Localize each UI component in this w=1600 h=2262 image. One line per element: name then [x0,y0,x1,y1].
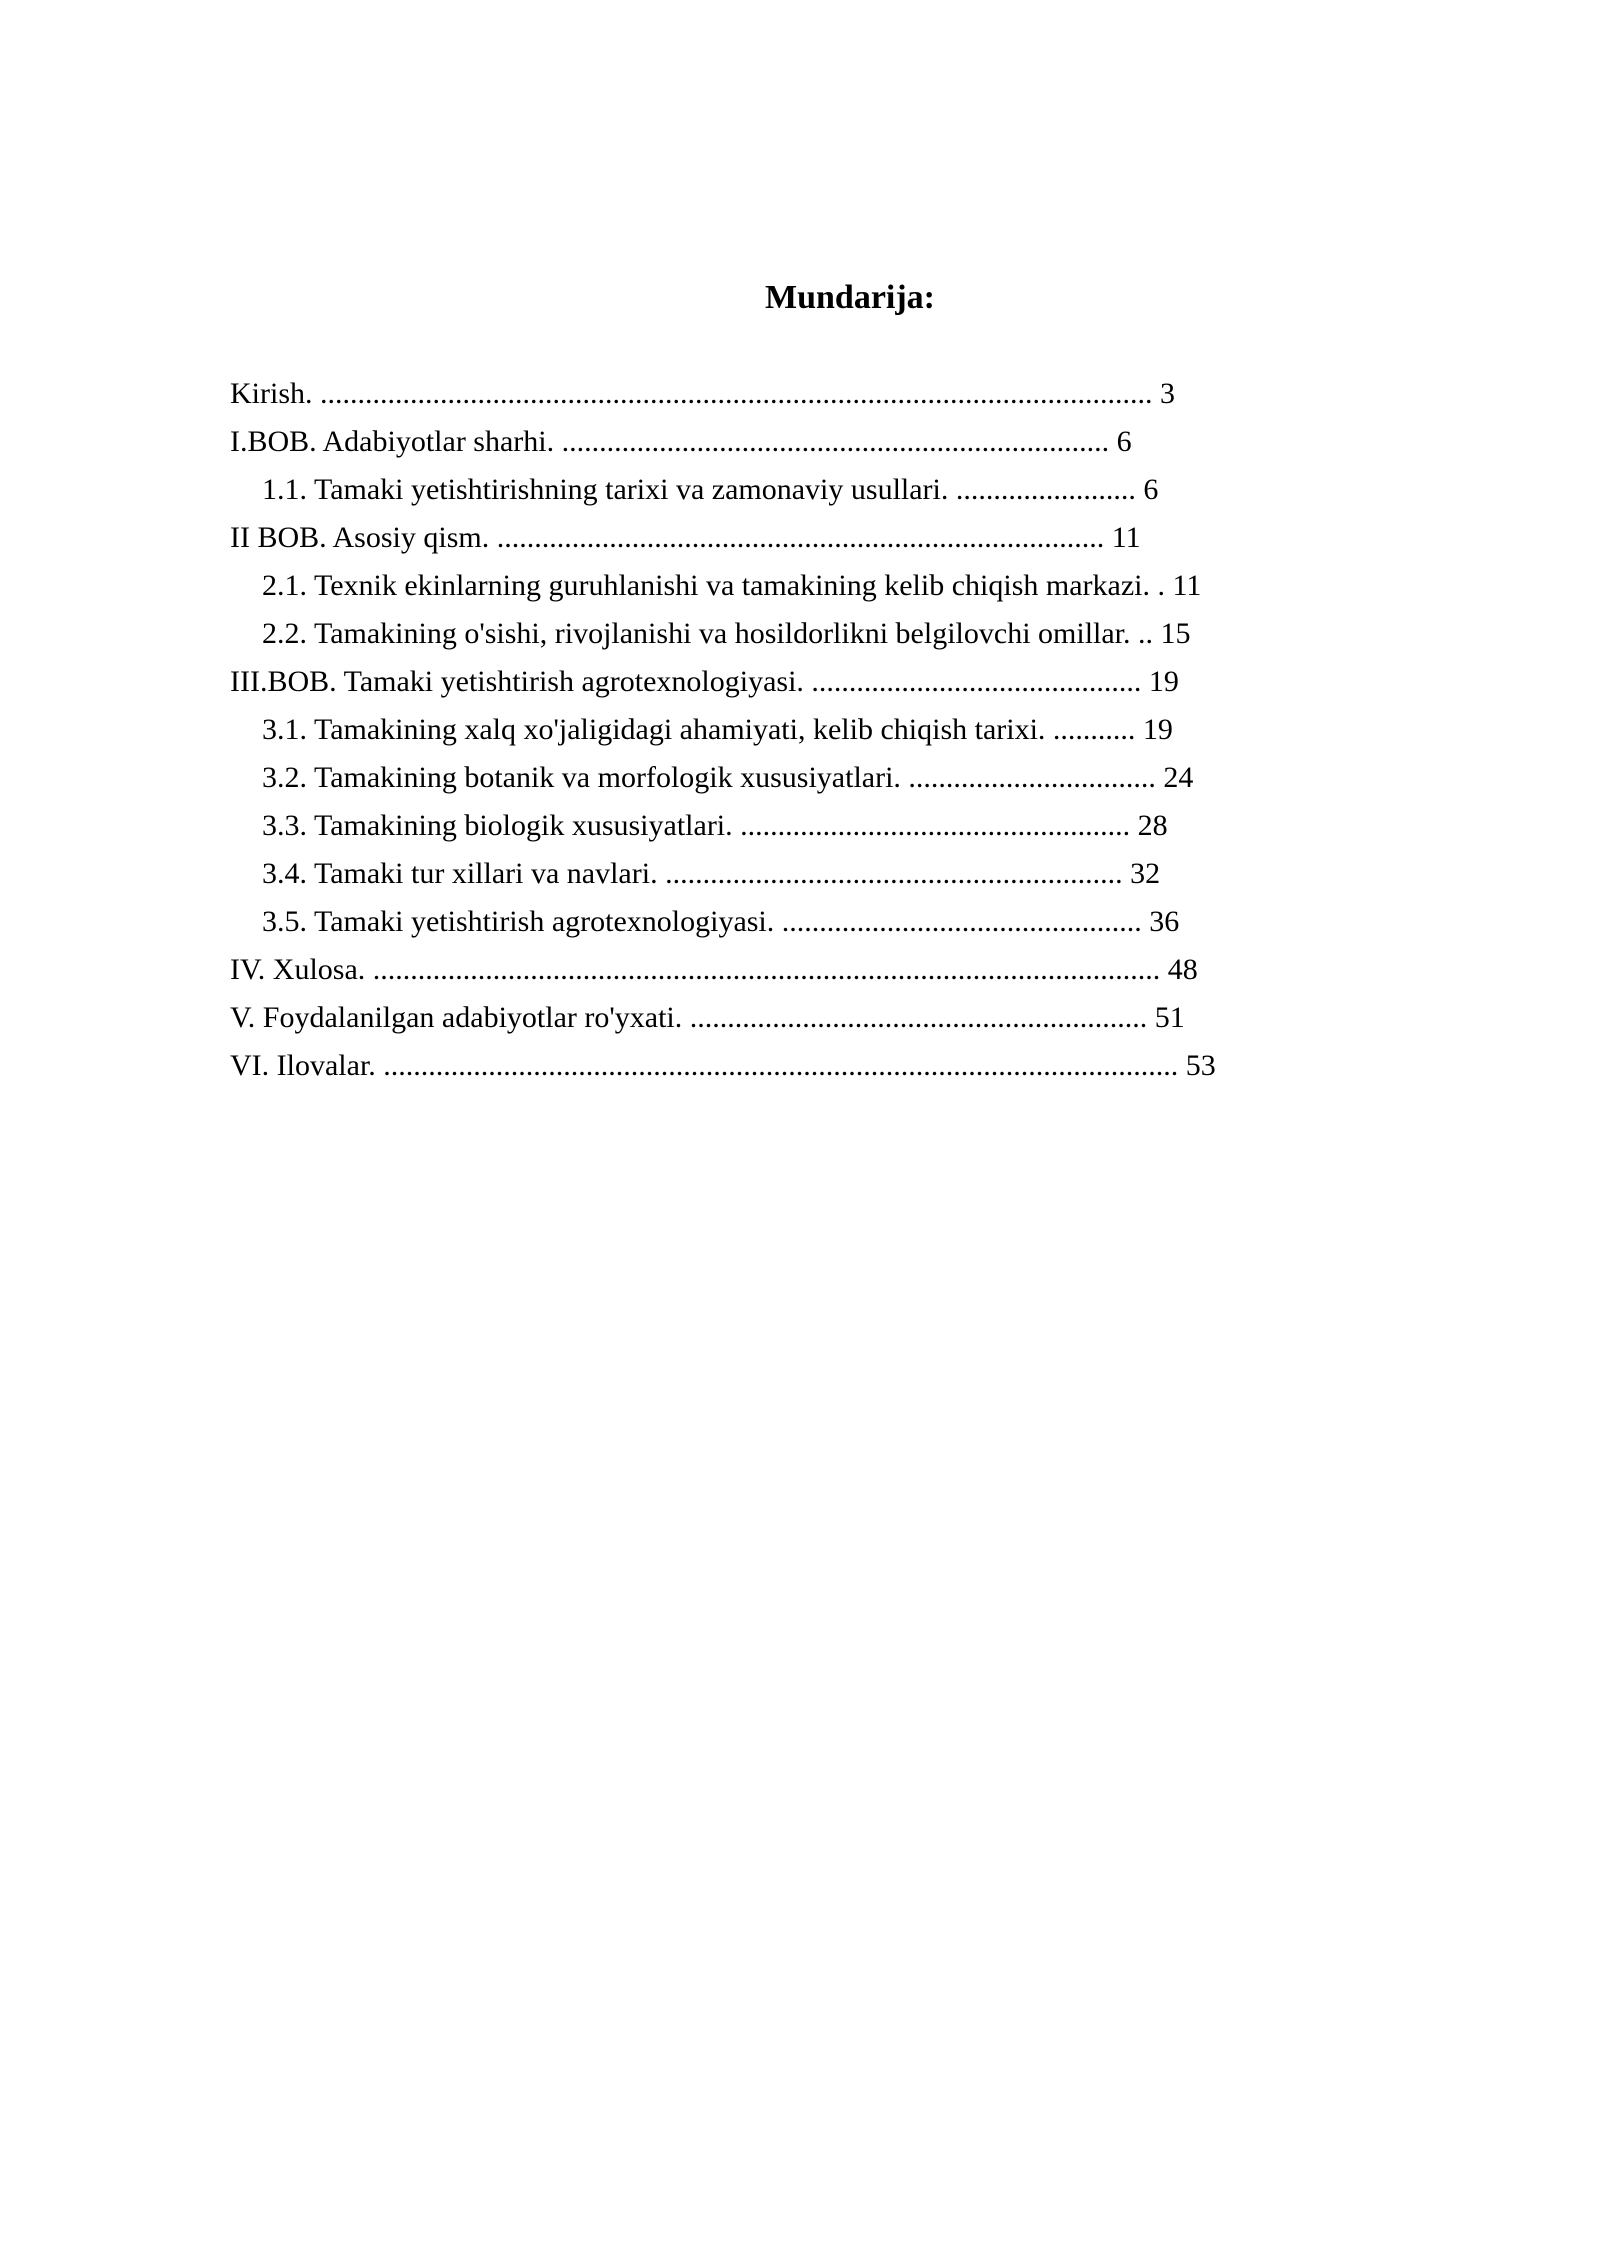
toc-entry: 3.5. Tamaki yetishtirish agrotexnologiyasi. ................................................ 36 [262,905,1180,938]
toc-entry: I.BOB. Adabiyotlar sharhi. ......................................................................... 6 [230,425,1132,458]
toc-entry: II BOB. Asosiy qism. ................................................................................. 11 [230,521,1141,554]
table-of-contents [230,374,1216,1094]
toc-entry: 2.2. Tamakining o'sishi, rivojlanishi va hosildorlikni belgilovchi omillar. .. 15 [262,617,1191,650]
toc-entry: 1.1. Tamaki yetishtirishning tarixi va zamonaviy usullari. ........................ 6 [262,473,1159,506]
toc-entry: V. Foydalanilgan adabiyotlar ro'yxati. ............................................................. 51 [230,1001,1185,1034]
toc-entry: 3.1. Tamakining xalq xo'jaligidagi ahamiyati, kelib chiqish tarixi. ........... 19 [262,713,1173,746]
toc-entry: VI. Ilovalar. .......................................................................................................... 53 [230,1049,1216,1082]
toc-entry: 3.4. Tamaki tur xillari va navlari. ............................................................. 32 [262,857,1161,890]
toc-entry: Kirish. ............................................................................................................... 3 [230,377,1175,410]
toc-entry: III.BOB. Tamaki yetishtirish agrotexnologiyasi. ............................................ 19 [230,665,1179,698]
toc-entry: 3.2. Tamakining botanik va morfologik xususiyatlari. ................................. 24 [262,761,1194,794]
page-title: Mundarija: [765,279,935,316]
toc-entry: 3.3. Tamakining biologik xususiyatlari. .................................................... 28 [262,809,1168,842]
toc-entry: 2.1. Texnik ekinlarning guruhlanishi va tamakining kelib chiqish markazi. . 11 [262,569,1202,602]
toc-entry: IV. Xulosa. ......................................................................................................... 48 [230,953,1198,986]
